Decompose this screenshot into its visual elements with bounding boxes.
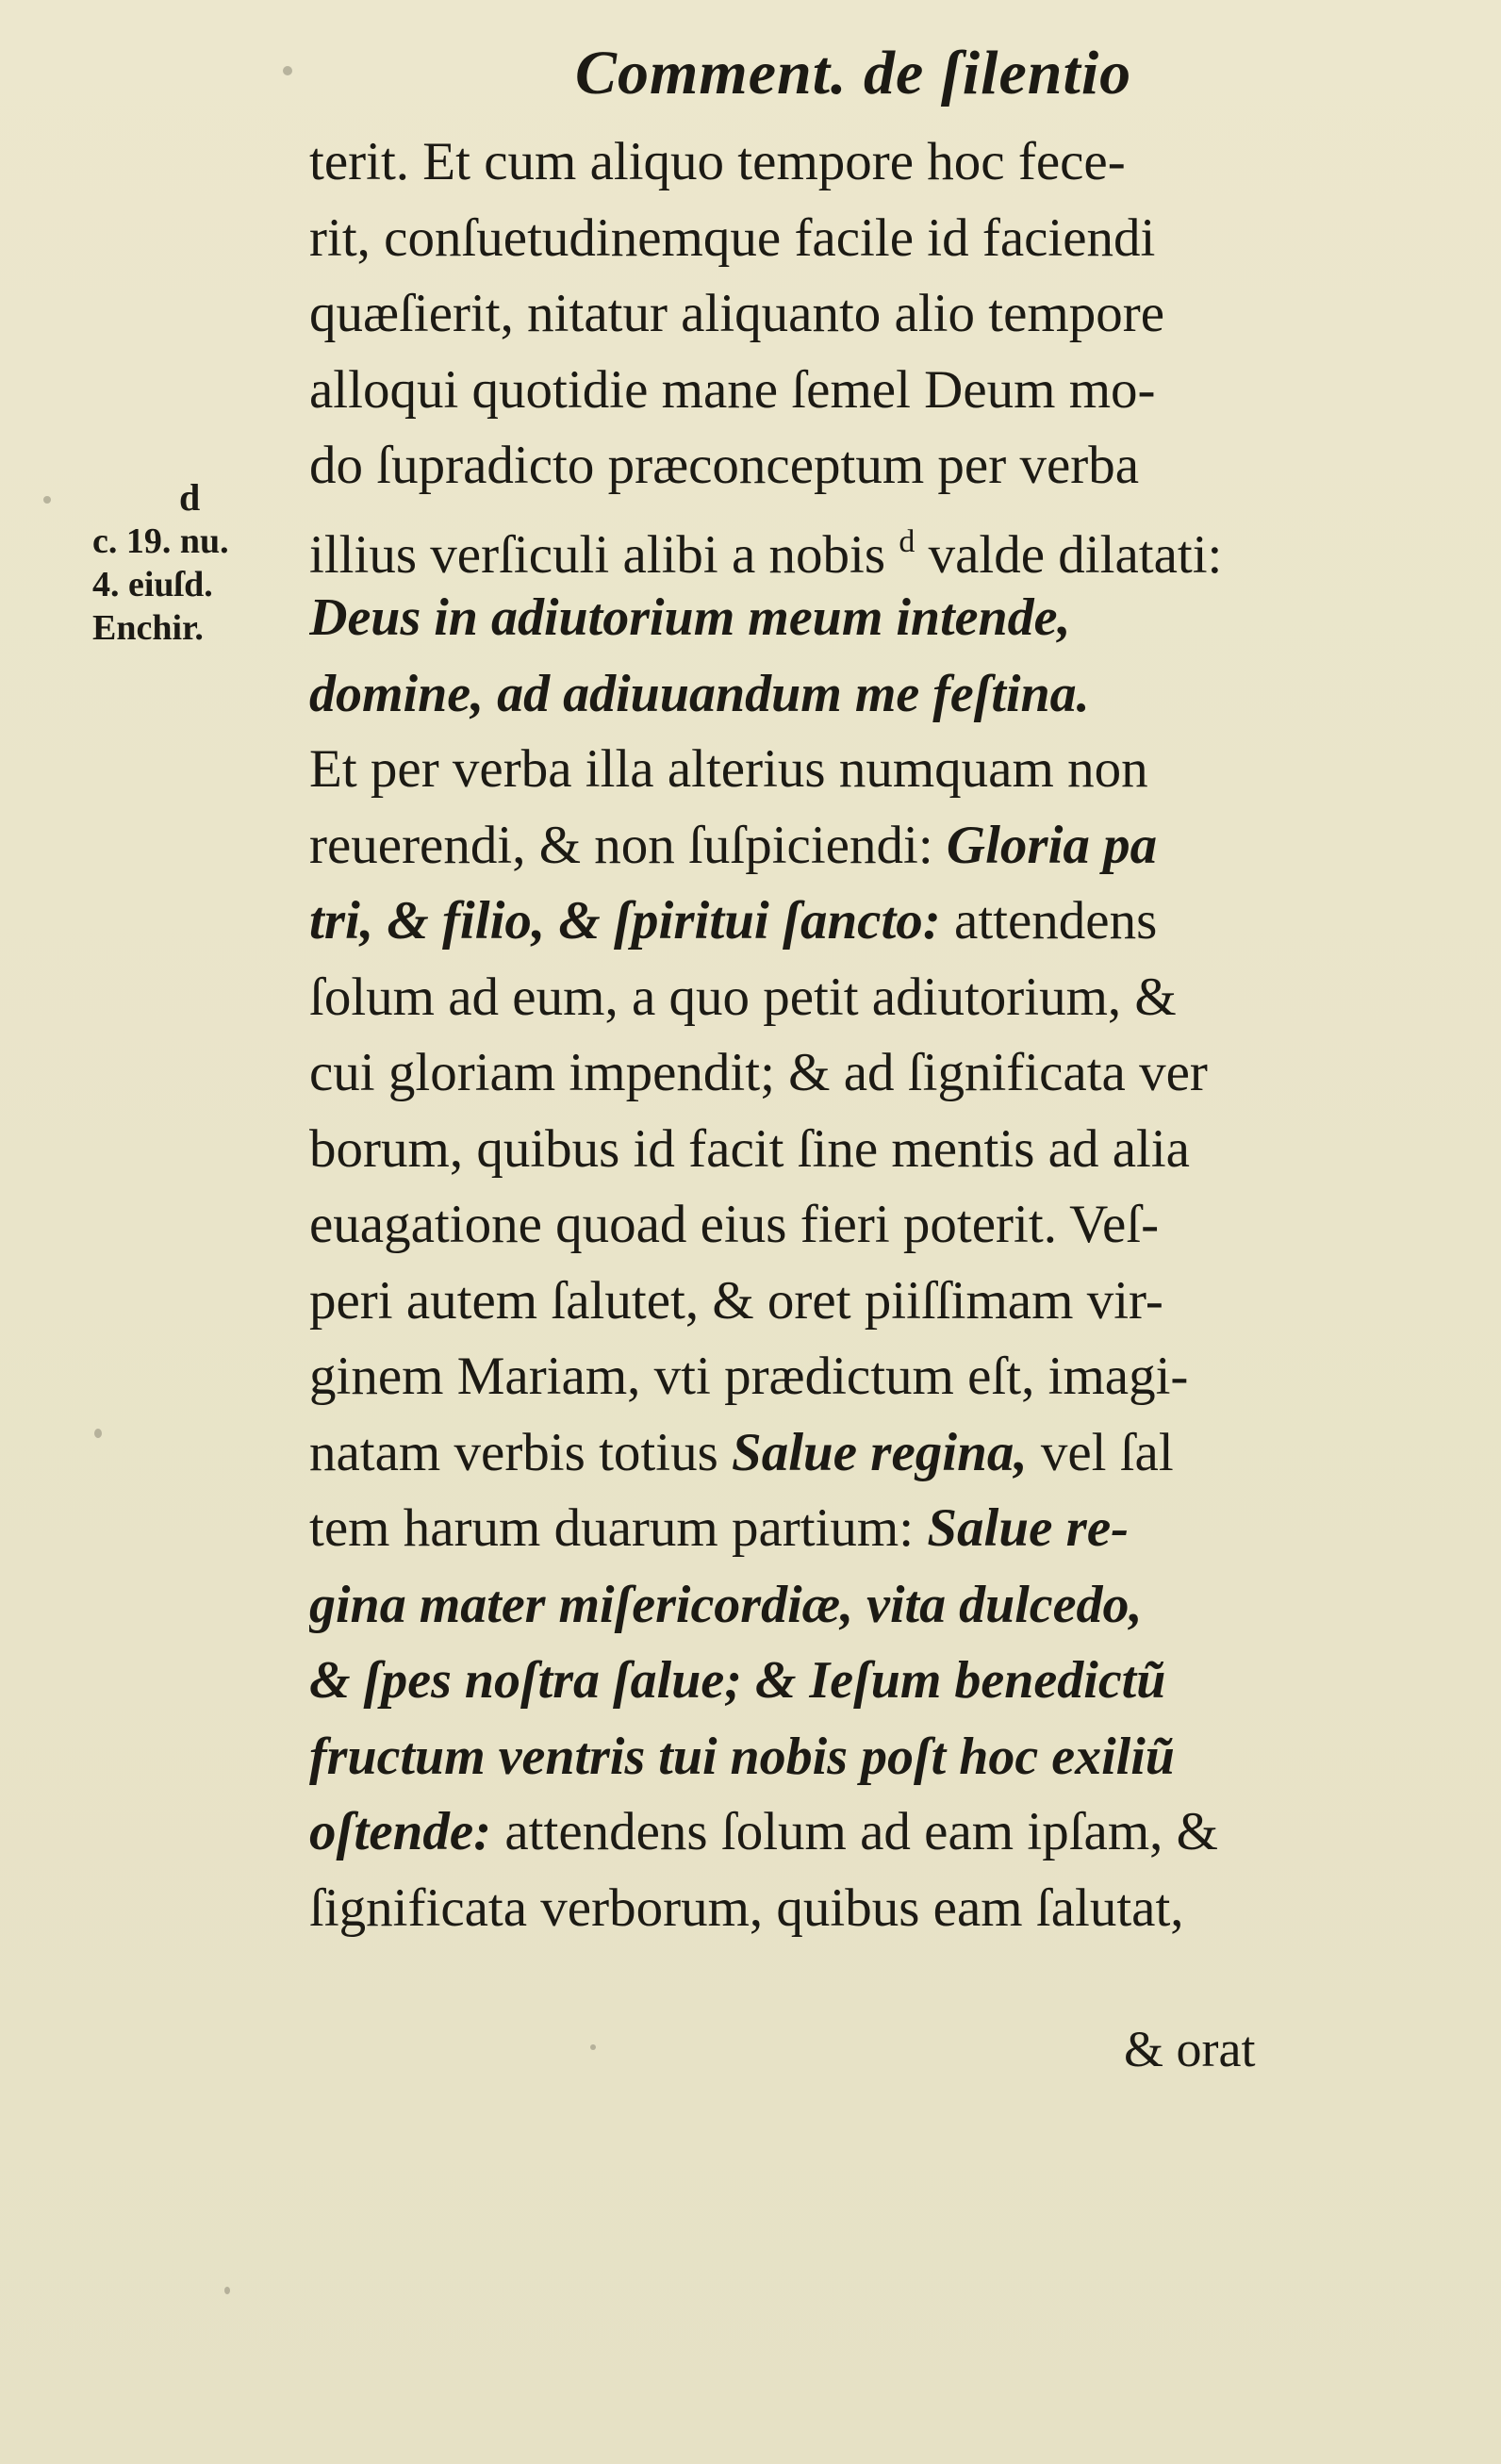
text-line: quæſierit, nitatur aliquanto alio tempore [309,284,1165,343]
text-line: cui gloriam impendit; & ad ſignificata ver [309,1043,1208,1102]
text-line: Et per verba illa alterius numquam non [309,739,1148,799]
catchword: & orat [1124,2021,1256,2077]
roman-segment: natam verbis totius [309,1422,733,1482]
text-line [309,1491,1365,1567]
text-line [309,808,1365,885]
margin-note-line: 4. eiuſd. [92,565,213,604]
text-line: gina mater miſericordiæ, vita dulcedo, [309,1575,1143,1634]
text-line: ginem Mariam, vti prædictum eſt, imagi- [309,1347,1189,1406]
text-line: ſolum ad eum, a quo petit adiutorium, & [309,967,1177,1027]
text-line: ſignificata verborum, quibus eam ſalutat, [309,1877,1184,1938]
body-text [309,124,1365,1946]
text-line: alloqui quotidie mane ſemel Deum mo- [309,359,1156,420]
text-line: rit, conſuetudinemque facile id faciendi [309,207,1156,268]
roman-segment: vel ſal [1027,1422,1174,1482]
roman-segment: attendens ſolum ad eam ipſam, & [491,1802,1219,1861]
roman-segment: tem harum duarum partium: [309,1498,928,1558]
text-line [309,1794,1365,1871]
text-line: & ſpes noſtra ſalue; & Ieſum benedictũ [309,1651,1166,1710]
margin-note-line: c. 19. nu. [92,521,229,561]
text-line: euagatione quoad eius fieri poterit. Veſ- [309,1195,1160,1254]
text-line: borum, quibus id facit ſine mentis ad alia [309,1118,1190,1179]
paper-blemish [224,2287,230,2294]
text-line: domine, ad adiuuandum me feſtina. [309,664,1090,723]
running-header: Comment. de ſilentio [575,39,1132,107]
roman-segment: reuerendi, & non ſuſpiciendi: [309,815,947,875]
paper-blemish [283,66,292,75]
italic-segment: Gloria pa [946,815,1158,875]
italic-segment: tri, & filio, & ſpiritui ſancto: [309,891,955,951]
paper-blemish [590,2044,596,2050]
roman-segment: valde dilatati: [915,524,1223,580]
footnote-mark: d [899,523,915,559]
roman-segment: attendens [954,891,1158,951]
paper-blemish [94,1429,102,1438]
text-line [309,1415,1365,1492]
text-line: peri autem ſalutet, & oret piiſſimam vir- [309,1270,1163,1331]
paper-blemish [43,496,51,504]
text-line: do ſupradicto præconceptum per verba [309,436,1140,495]
text-line: Deus in adiutorium meum intende, [309,588,1071,647]
text-line: fructum ventris tui nobis poſt hoc exiliũ [309,1727,1175,1786]
italic-segment: Salue regina, [732,1422,1028,1482]
italic-segment: Salue re- [927,1498,1130,1558]
text-line: terit. Et cum aliquo tempore hoc fece- [309,132,1126,191]
roman-segment: illius verſiculi alibi a nobis [309,524,899,580]
italic-segment: oſtende: [309,1802,492,1861]
text-line [309,884,1365,960]
margin-note-line: Enchir. [92,608,204,648]
margin-note-mark: d [179,476,201,519]
text-line [309,504,1365,581]
margin-note [92,476,229,650]
